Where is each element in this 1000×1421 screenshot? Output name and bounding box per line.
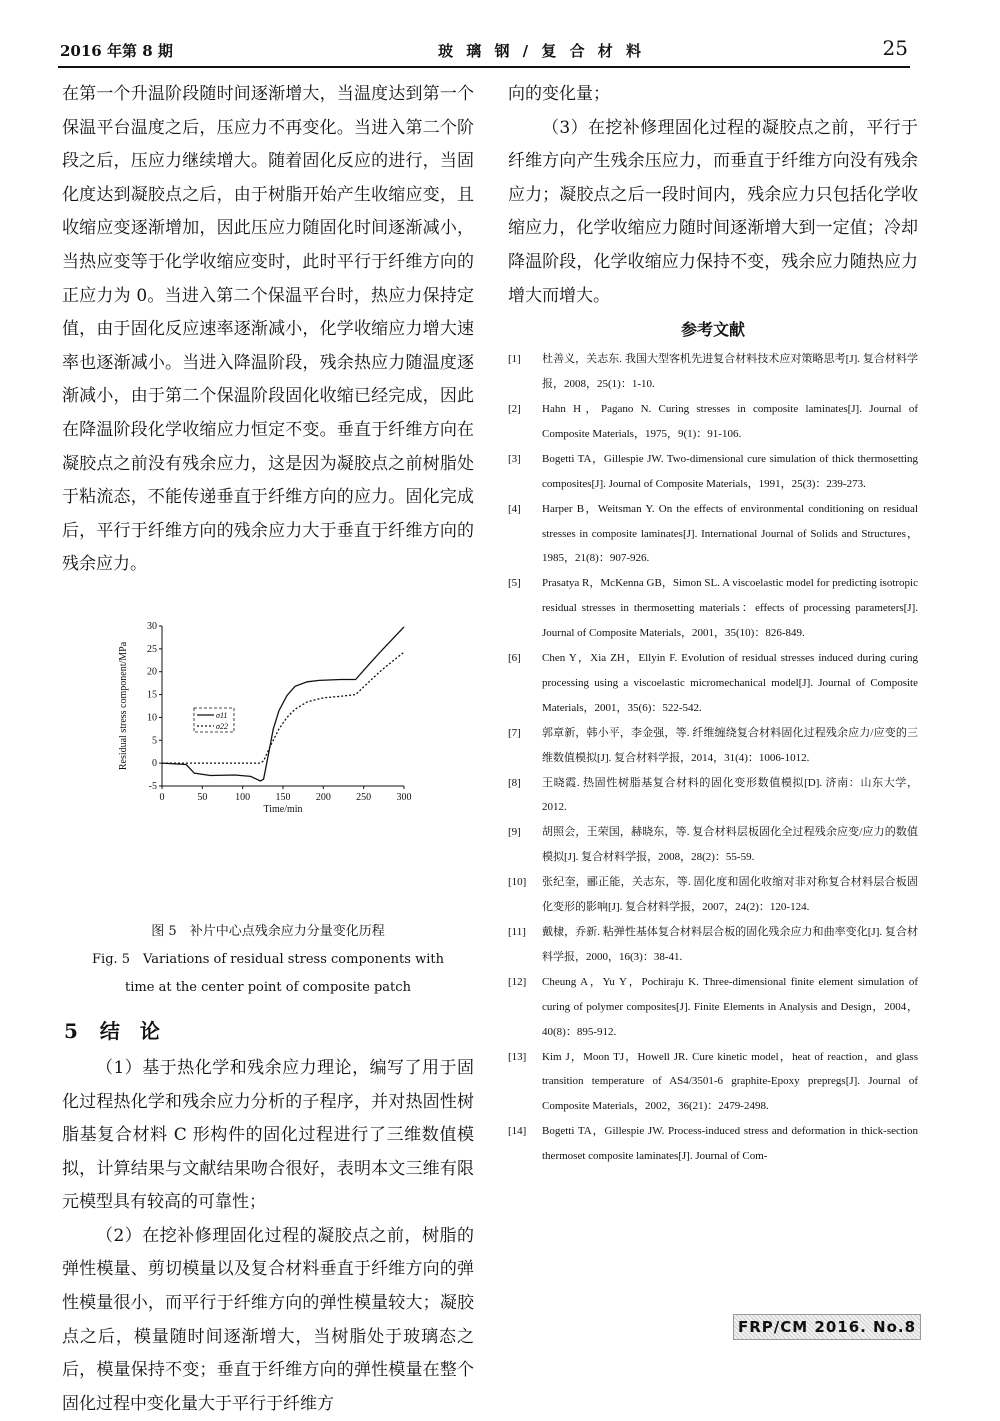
reference-text: Cheung A，Yu Y，Pochiraju K. Three-dimensional finite element simulation of curing of polymer composites[J]. Finite Elements in Analysis and Design，2004，40(8)：895-912.: [542, 975, 918, 1038]
figure-caption-zh: 图 5 补片中心点残余应力分量变化历程: [151, 923, 385, 939]
reference-number: [9]: [508, 826, 521, 839]
y-tick-label: 20: [147, 666, 157, 678]
reference-number: [5]: [508, 577, 521, 590]
stress-chart: [62, 606, 474, 836]
y-tick-label: 15: [147, 689, 157, 701]
header-rule: [58, 66, 910, 68]
reference-number: [1]: [508, 353, 521, 366]
y-axis-label: Residual stress component/MPa: [118, 641, 129, 771]
y-tick-label: 25: [147, 643, 157, 655]
reference-text: 郭章新，韩小平，李金强，等. 纤维缠绕复合材料固化过程残余应力/应变的三维数值模拟[J]. 复合材料学报，2014，31(4)：1006-1012.: [542, 726, 918, 764]
figure-5: [62, 606, 474, 926]
reference-text: Bogetti TA，Gillespie JW. Process-induced stress and deformation in thick-section thermoset composite laminates[J]. Journal of Com-: [542, 1125, 918, 1163]
reference-number: [4]: [508, 502, 521, 515]
series-line-1: [162, 627, 404, 781]
y-tick-label: 0: [152, 758, 157, 770]
reference-item: [508, 771, 918, 821]
chart-series: [162, 627, 404, 781]
chart-legend: [194, 708, 234, 732]
reference-item: [508, 870, 918, 920]
reference-number: [6]: [508, 652, 521, 665]
section-title-1: 结: [99, 1018, 120, 1043]
reference-list: [508, 347, 918, 1169]
section-number: 5: [64, 1018, 78, 1043]
figure-caption-en-1: Fig. 5 Variations of residual stress components with: [92, 951, 444, 967]
references-title: 参考文献: [680, 320, 745, 340]
reference-text: 王晓霞. 热固性树脂基复合材料的固化变形数值模拟[D]. 济南：山东大学，2012.: [542, 776, 918, 814]
x-axis-label: Time/min: [263, 803, 303, 815]
reference-text: 戴棣，乔新. 粘弹性基体复合材料层合板的固化残余应力和曲率变化[J]. 复合材料学报，2000，16(3)：38-41.: [542, 926, 918, 963]
reference-text: Harper B，Weitsman Y. On the effects of environmental conditioning on residual stresses in composite laminates[J]. International Journal of Solids and Structures，1985，21(8)：907-926.: [542, 502, 918, 565]
reference-text: 杜善义，关志东. 我国大型客机先进复合材料技术应对策略思考[J]. 复合材料学报，2008，25(1)：1-10.: [542, 353, 918, 391]
conclusion-3: （3）在挖补修理固化过程的凝胶点之前，平行于纤维方向产生残余压应力，而垂直于纤维方向没有残余应力；凝胶点之后一段时间内，残余应力只包括化学收缩应力，化学收缩应力随时间逐渐增大到一定值；冷却降温阶段，化学收缩应力保持不变，残余应力随热应力增大而增大。: [508, 117, 918, 306]
running-header: [58, 36, 908, 62]
conclusion-1: （1）基于热化学和残余应力理论，编写了用于固化过程热化学和残余应力分析的子程序，并对热固性树脂基复合材料 C 形构件的固化过程进行了三维数值模拟，计算结果与文献结果吻合很好，表明本文三维有限元模型具有较高的可靠性；: [62, 1057, 474, 1213]
reference-number: [14]: [508, 1125, 527, 1138]
figure-caption-en-2: time at the center point of composite patch: [125, 979, 411, 995]
y-tick-label: -5: [148, 780, 157, 792]
reference-item: [508, 497, 918, 572]
reference-item: [508, 820, 918, 870]
x-tick-label: 200: [315, 791, 331, 803]
reference-item: [508, 970, 918, 1045]
reference-item: [508, 1045, 918, 1120]
right-column: [508, 78, 918, 1169]
conclusion-2: （2）在挖补修理固化过程的凝胶点之前，树脂的弹性模量、剪切模量以及复合材料垂直于纤维方向的弹性模量很小，而平行于纤维方向的弹性模量较大；凝胶点之后，模量随时间逐渐增大，当树脂处于玻璃态之后，模量保持不变；垂直于纤维方向的弹性模量在整个固化过程中变化量大于平行于纤维方: [62, 1225, 474, 1414]
reference-number: [3]: [508, 452, 521, 465]
reference-item: [508, 1119, 918, 1169]
reference-text: Kim J，Moon TJ，Howell JR. Cure kinetic model，heat of reaction，and glass transition temperature of AS4/3501-6 graphite-Epoxy prepregs[J]. Journal of Composite Materials，2002，36(21)：2479-2498.: [542, 1050, 918, 1113]
x-tick-label: 50: [197, 791, 208, 803]
reference-number: [12]: [508, 975, 527, 988]
issue-label: 2016 年第 8 期: [60, 42, 173, 60]
reference-text: Hahn H，Pagano N. Curing stresses in composite laminates[J]. Journal of Composite Materials，1975，9(1)：91-106.: [542, 402, 918, 440]
reference-item: [508, 347, 918, 397]
y-tick-label: 10: [147, 712, 157, 724]
legend-label: σ11: [216, 710, 228, 720]
reference-number: [10]: [508, 876, 527, 889]
reference-number: [8]: [508, 776, 521, 789]
y-tick-label: 30: [147, 620, 157, 632]
section-heading: [64, 1016, 474, 1046]
page-number: 25: [882, 36, 908, 60]
reference-text: Bogetti TA，Gillespie JW. Two-dimensional cure simulation of thick thermosetting composites[J]. Journal of Composite Materials，1991，25(3)：239-273.: [542, 452, 918, 490]
x-tick-label: 0: [159, 791, 165, 803]
footer-journal-mark: FRP/CM 2016. No.8: [733, 1314, 921, 1340]
section-title-2: 论: [139, 1018, 160, 1043]
y-tick-label: 5: [152, 735, 157, 747]
body-paragraph: 在第一个升温阶段随时间逐渐增大，当温度达到第一个保温平台温度之后，压应力不再变化。当进入第二个阶段之后，压应力继续增大。随着固化反应的进行，当固化度达到凝胶点之后，由于树脂开始产生收缩应变，且收缩应变逐渐增加，因此压应力随固化时间逐渐减小，当热应变等于化学收缩应变时，此时平行于纤维方向的正应力为 0。当进入第二个保温平台时，热应力保持定值，由于固化反应速率逐渐减小，化学收缩应力增大速率也逐渐减小。当进入降温阶段，残余热应力随温度逐渐减小，由于第二个保温阶段固化收缩已经完成，因此在降温阶段化学收缩应力恒定不变。垂直于纤维方向在凝胶点之前没有残余应力，这是因为凝胶点之前树脂处于粘流态，不能传递垂直于纤维方向的应力。固化完成后，平行于纤维方向的残余应力大于垂直于纤维方向的残余应力。: [62, 84, 474, 575]
legend-box: [194, 708, 234, 732]
reference-text: Prasatya R，McKenna GB，Simon SL. A viscoelastic model for predicting isotropic residual stresses in thermosetting materials：effects of processing parameters[J]. Journal of Composite Materials，2001，35(10)：826-849.: [542, 577, 918, 640]
x-tick-label: 250: [356, 791, 372, 803]
reference-item: [508, 920, 918, 970]
reference-number: [7]: [508, 726, 521, 739]
legend-label: σ22: [216, 721, 228, 731]
reference-number: [13]: [508, 1050, 527, 1063]
reference-item: [508, 447, 918, 497]
reference-text: 胡照会，王荣国，赫晓东，等. 复合材料层板固化全过程残余应变/应力的数值模拟[J]. 复合材料学报，2008，28(2)：55-59.: [542, 826, 918, 864]
reference-item: [508, 397, 918, 447]
series-line-2: [162, 652, 404, 763]
reference-item: [508, 721, 918, 771]
reference-text: 张纪奎，郦正能，关志东，等. 固化度和固化收缩对非对称复合材料层合板固化变形的影响[J]. 复合材料学报，2007，24(2)：120-124.: [542, 876, 918, 914]
reference-item: [508, 571, 918, 646]
x-tick-label: 300: [396, 791, 412, 803]
reference-text: Chen Y，Xia ZH，Ellyin F. Evolution of residual stresses induced during curing processing using a viscoelastic micromechanical model[J]. Journal of Composite Materials，2001，35(6)：522-542.: [542, 652, 918, 714]
x-tick-label: 100: [235, 791, 251, 803]
journal-title: 玻 璃 钢 / 复 合 材 料: [438, 42, 646, 60]
reference-number: [2]: [508, 402, 521, 415]
reference-item: [508, 646, 918, 721]
chart-axes: [118, 621, 412, 815]
reference-number: [11]: [508, 926, 526, 938]
x-tick-label: 150: [275, 791, 291, 803]
left-column: [62, 78, 474, 1421]
body-paragraph-cont: 向的变化量；: [508, 84, 610, 104]
